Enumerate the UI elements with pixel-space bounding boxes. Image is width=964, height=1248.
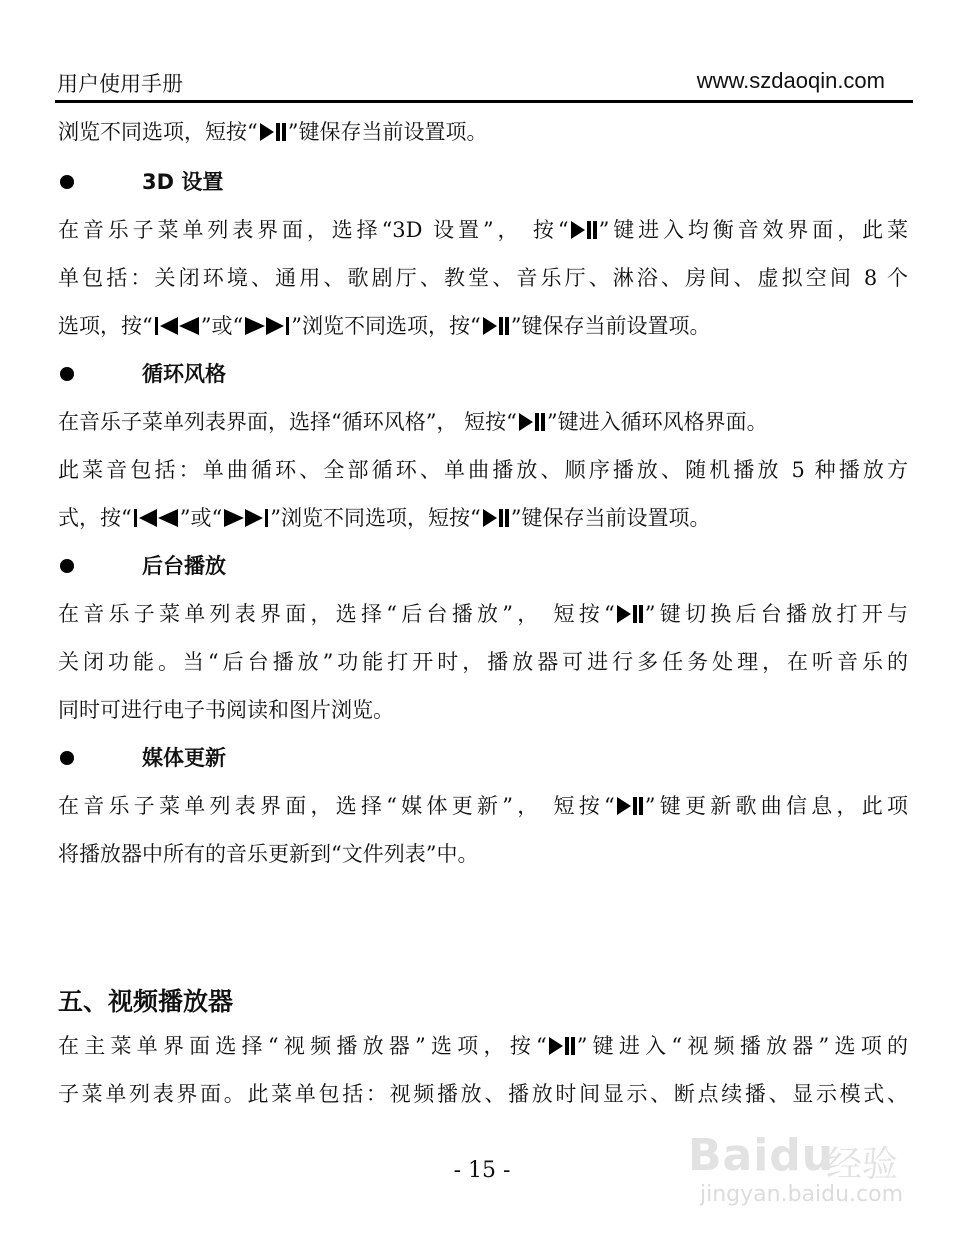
play-pause-icon — [259, 122, 287, 142]
play-pause-icon — [482, 316, 510, 336]
section-3d-line-3: 选项，按“ ”或“ ”浏览不同选项，按“ ”键保存当前设置项。 — [58, 314, 711, 338]
section-background-line-1: 在音乐子菜单列表界面，选择“后台播放”， 短按“ ”键切换后台播放打开与 — [58, 602, 908, 626]
section-media-line-1: 在音乐子菜单列表界面，选择“媒体更新”， 短按“ ”键更新歌曲信息，此项 — [58, 794, 908, 818]
play-pause-icon — [616, 796, 644, 816]
section-title: 后台播放 — [142, 554, 226, 578]
website-url: www.szdaoqin.com — [696, 68, 885, 93]
section-loop-line-3: 式，按“ ”或“ ”浏览不同选项，短按“ ”键保存当前设置项。 — [58, 506, 711, 530]
chapter-line-1: 在主菜单界面选择“视频播放器”选项，按“ ”键进入“视频播放器”选项的 — [58, 1034, 908, 1058]
next-icon — [223, 508, 269, 528]
play-pause-icon — [616, 604, 644, 624]
previous-icon — [154, 316, 200, 336]
section-background-line-2: 关闭功能。当“后台播放”功能打开时，播放器可进行多任务处理，在听音乐的 — [58, 650, 908, 674]
section-media-line-2: 将播放器中所有的音乐更新到“文件列表”中。 — [58, 842, 479, 866]
watermark-cn: 经验 — [826, 1144, 899, 1185]
play-pause-icon — [482, 508, 510, 528]
previous-icon — [133, 508, 179, 528]
next-icon — [244, 316, 290, 336]
chapter-line-2: 子菜单列表界面。此菜单包括：视频播放、播放时间显示、断点续播、显示模式、 — [58, 1082, 908, 1106]
section-3d-line-1: 在音乐子菜单列表界面，选择“3D 设置”， 按“ ”键进入均衡音效界面，此菜 — [58, 218, 908, 242]
section-title: 循环风格 — [142, 362, 226, 386]
intro-line: 浏览不同选项，短按“ ”键保存当前设置项。 — [58, 120, 488, 144]
manual-title: 用户使用手册 — [57, 72, 183, 96]
section-loop-line-2: 此菜音包括：单曲循环、全部循环、单曲播放、顺序播放、随机播放 5 种播放方 — [58, 458, 908, 482]
chapter-title: 五、视频播放器 — [58, 987, 234, 1016]
watermark-brand: Baidu — [688, 1130, 835, 1181]
watermark-url: jingyan.baidu.com — [700, 1182, 904, 1207]
bullet-icon — [60, 367, 74, 381]
section-3d-line-2: 单包括：关闭环境、通用、歌剧厅、教堂、音乐厅、淋浴、房间、虚拟空间 8 个 — [58, 266, 908, 290]
play-pause-icon — [548, 1036, 576, 1056]
page-header — [55, 60, 913, 103]
section-background-line-3: 同时可进行电子书阅读和图片浏览。 — [58, 698, 394, 722]
page-number: - 15 - — [453, 1158, 511, 1183]
play-pause-icon — [518, 412, 546, 432]
section-loop-line-1: 在音乐子菜单列表界面，选择“循环风格”， 短按“ ”键进入循环风格界面。 — [58, 410, 768, 434]
section-title: 媒体更新 — [142, 746, 226, 770]
bullet-icon — [60, 559, 74, 573]
section-title: 3D 设置 — [142, 170, 224, 194]
play-pause-icon — [570, 220, 598, 240]
bullet-icon — [60, 175, 74, 189]
bullet-icon — [60, 751, 74, 765]
